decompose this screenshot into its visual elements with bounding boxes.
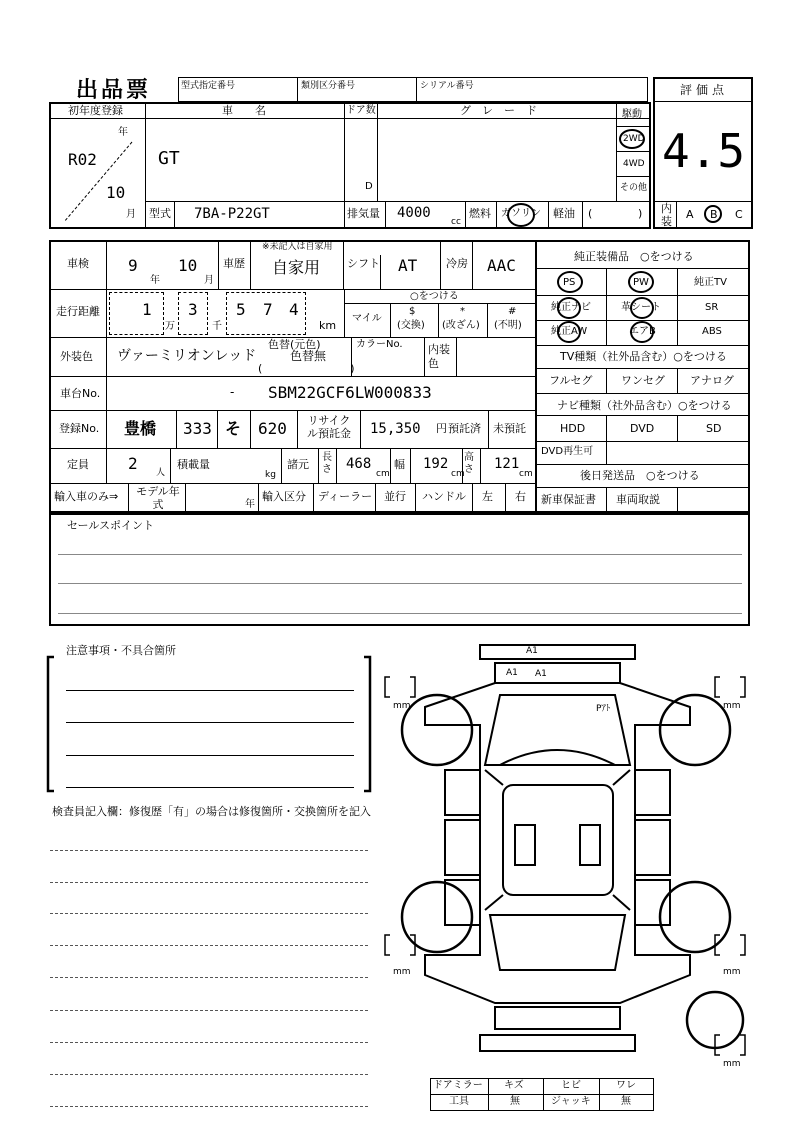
interior-color-label: 内装色	[428, 343, 450, 370]
mileage-tsukeru: ○をつける	[410, 291, 459, 302]
navi-sd: SD	[706, 422, 722, 435]
mileage-fumei: (不明)	[494, 320, 522, 331]
first-reg-year: R02	[68, 150, 97, 169]
grade-c: C	[735, 208, 743, 221]
import-parallel: 並行	[384, 490, 406, 503]
tv-title: TV種類（社外品含む）○をつける	[560, 350, 727, 363]
history-value: 自家用	[272, 258, 321, 277]
displacement-unit: cc	[451, 217, 461, 227]
equip-sr: SR	[705, 302, 719, 313]
history-note: ※未記入は自家用	[262, 242, 333, 252]
first-reg-month: 10	[106, 183, 126, 202]
page-title: 出品票	[76, 78, 152, 103]
height-label: 高さ	[464, 452, 474, 475]
equip-leather-circle	[630, 297, 654, 319]
model-value: 7BA-P22GT	[194, 206, 270, 222]
width-unit: cm	[451, 469, 465, 479]
color-label: 外装色	[60, 350, 93, 363]
equip-pw: PW	[633, 277, 649, 288]
paren-close: )	[638, 207, 643, 220]
mileage-man: 万	[165, 321, 175, 332]
inspection-month-unit: 月	[204, 275, 214, 286]
score-label: 評価点	[680, 83, 729, 97]
acc-jack-value: 無	[621, 1096, 631, 1107]
later-manual: 車両取説	[616, 493, 660, 506]
length-value: 468	[346, 456, 372, 472]
equip-navi-circle	[557, 297, 581, 319]
mileage-km: km	[319, 319, 337, 332]
mm-label-spare: mm	[723, 1059, 741, 1069]
ruibetsu-label: 類別区分番号	[301, 81, 356, 91]
equip-leather: 革シート	[621, 302, 661, 313]
inspector-label: 検査員記入欄：修復歴「有」の場合は修復箇所・交換箇所を記入	[52, 805, 371, 818]
mileage-digit-box	[109, 292, 164, 335]
acc-tools-value: 無	[510, 1096, 520, 1107]
load-unit: kg	[265, 470, 276, 480]
later-warranty: 新車保証書	[541, 493, 596, 506]
recycle-label: リサイクル預託金	[307, 414, 351, 440]
car-name-label: 車 名	[222, 104, 266, 117]
model-year-unit: 年	[245, 499, 255, 510]
mileage-koukan: (交換)	[397, 320, 425, 331]
length-label: 長さ	[322, 452, 332, 475]
import-left: 左	[482, 490, 493, 503]
capacity-label: 定員	[67, 458, 89, 471]
tv-oneseg: ワンセグ	[621, 374, 665, 387]
registration-number: 620	[258, 419, 287, 438]
import-label: 輸入車のみ⇒	[54, 490, 119, 503]
grade-b-circle	[704, 205, 722, 223]
mark-p-atari: Pｱﾄ	[596, 704, 611, 714]
dvd-play: DVD再生可	[541, 446, 594, 457]
mark-a1-bumper: A1	[526, 646, 538, 656]
later-title: 後日発送品 ○をつける	[580, 469, 700, 482]
acc-mirror: ドアミラー	[433, 1080, 483, 1091]
acc-hibi: ヒビ	[561, 1080, 581, 1091]
iro-gae-label: 色替(元色)	[268, 338, 321, 351]
mark-a1-grille-left: A1	[506, 668, 518, 678]
navi-title: ナビ種類（社外品含む）○をつける	[557, 399, 732, 412]
equip-navi: 純正ナビ	[551, 302, 591, 313]
mileage-hash: #	[508, 306, 517, 317]
registration-kana: そ	[225, 419, 242, 438]
grade-label: グ レ ー ド	[460, 104, 537, 117]
model-year-label: モデル年式	[136, 485, 180, 511]
mark-a1-grille-right: A1	[535, 669, 547, 679]
mileage-dollar: $	[409, 306, 416, 317]
drive-2wd: 2WD	[623, 134, 645, 144]
month-unit: 月	[126, 209, 136, 220]
shift-label: シフト	[347, 257, 380, 270]
mm-label-rr: mm	[723, 967, 741, 977]
mileage-sen: 千	[212, 321, 222, 332]
dims-label: 諸元	[287, 458, 309, 471]
acc-tools: 工具	[449, 1096, 469, 1107]
mi-yotaku: 未預託	[493, 422, 526, 435]
mileage-mile: マイル	[352, 313, 382, 324]
mileage-digit-1: 1	[142, 300, 152, 319]
displacement-label: 排気量	[347, 207, 380, 220]
year-unit: 年	[118, 127, 128, 138]
katashiki-label: 型式指定番号	[181, 81, 236, 91]
interior-label: 内装	[661, 202, 672, 228]
model-label: 型式	[149, 207, 171, 220]
navi-hdd: HDD	[560, 422, 586, 435]
first-reg-label: 初年度登録	[68, 104, 123, 117]
equip-ps: PS	[563, 277, 576, 288]
mileage-digit-3: 5	[236, 300, 246, 319]
mileage-digit-4: 7	[263, 300, 273, 319]
grade-a: A	[686, 208, 694, 221]
capacity-value: 2	[128, 454, 138, 473]
registration-area: 豊橋	[124, 419, 157, 438]
length-unit: cm	[376, 469, 390, 479]
equip-airbag: エアB	[629, 326, 656, 337]
grade-b: B	[710, 208, 718, 221]
door-label: ドア数	[346, 105, 376, 116]
mm-label-fl: mm	[393, 701, 411, 711]
tv-analog: アナログ	[690, 374, 734, 387]
history-label: 車歴	[223, 257, 245, 270]
iro-gae-value: 色替無	[290, 349, 327, 363]
equip-pw-circle	[628, 271, 654, 293]
inspection-year: 9	[128, 256, 138, 275]
inspection-label: 車検	[67, 257, 89, 270]
mileage-digit-5: 4	[289, 300, 299, 319]
displacement-value: 4000	[397, 205, 431, 221]
shift-value: AT	[398, 256, 418, 275]
height-unit: cm	[519, 469, 533, 479]
aircon-value: AAC	[487, 256, 516, 275]
import-handle: ハンドル	[422, 490, 466, 503]
paren-open: (	[588, 207, 593, 220]
equipment-title: 純正装備品 ○をつける	[574, 250, 694, 263]
mileage-digit-2: 3	[188, 300, 198, 319]
width-label: 幅	[394, 458, 405, 471]
vin-value: SBM22GCF6LW000833	[268, 383, 432, 402]
sales-point-label: セールスポイント	[67, 519, 155, 532]
registration-class: 333	[183, 419, 212, 438]
import-dealer: ディーラー	[318, 490, 373, 503]
inspection-month: 10	[178, 256, 198, 275]
load-label: 積載量	[177, 458, 210, 471]
width-value: 192	[423, 456, 449, 472]
vin-label: 車台No.	[60, 387, 101, 400]
acc-kizu: キズ	[504, 1080, 524, 1091]
fuel-keiyu: 軽油	[553, 207, 575, 220]
caution-brackets	[46, 655, 376, 795]
color-value: ヴァーミリオンレッド	[117, 348, 257, 364]
equip-ps-circle	[557, 271, 583, 293]
equip-aw-circle	[557, 321, 581, 343]
aircon-label: 冷房	[446, 257, 468, 270]
drive-2wd-circle	[619, 129, 645, 149]
drive-4wd: 4WD	[623, 159, 645, 169]
serial-label: シリアル番号	[420, 81, 474, 91]
drive-label: 駆動	[622, 109, 642, 120]
acc-ware: ワレ	[616, 1080, 636, 1091]
mileage-star: *	[460, 306, 465, 317]
drive-other: その他	[620, 183, 648, 193]
iro-gae-paren: ( )	[258, 362, 355, 375]
mm-label-rl: mm	[393, 967, 411, 977]
yotaku-sumi: 預託済	[448, 422, 481, 435]
equip-tv: 純正TV	[694, 277, 727, 288]
acc-jack: ジャッキ	[551, 1096, 591, 1107]
car-name: GT	[158, 148, 180, 169]
capacity-unit: 人	[156, 468, 166, 478]
navi-dvd: DVD	[630, 422, 655, 435]
equip-aw: 純正AW	[551, 326, 588, 337]
import-kubun-label: 輸入区分	[262, 490, 306, 503]
sales-point-box	[49, 513, 750, 626]
car-damage-diagram	[375, 635, 775, 1115]
color-no-label: カラーNo.	[356, 339, 403, 350]
mileage-label: 走行距離	[56, 305, 100, 318]
inspection-year-unit: 年	[150, 275, 160, 286]
recycle-amount: 15,350	[370, 421, 421, 437]
tv-fullseg: フルセグ	[549, 374, 593, 387]
fuel-circle	[507, 203, 535, 227]
import-right: 右	[515, 490, 526, 503]
vin-dash: -	[230, 385, 235, 399]
mileage-kaizan: (改ざん)	[442, 320, 480, 331]
mm-label-fr: mm	[723, 701, 741, 711]
fuel-label: 燃料	[469, 207, 491, 220]
score-value: 4.5	[662, 124, 746, 178]
fuel-gasoline: ガソリン	[501, 208, 541, 219]
registration-label: 登録No.	[59, 422, 100, 435]
door-d: D	[365, 181, 373, 192]
equip-airbag-circle	[630, 321, 654, 343]
recycle-unit: 円	[436, 422, 447, 435]
equip-abs: ABS	[702, 326, 722, 337]
caution-label: 注意事項・不具合箇所	[66, 644, 176, 657]
height-value: 121	[494, 456, 520, 472]
